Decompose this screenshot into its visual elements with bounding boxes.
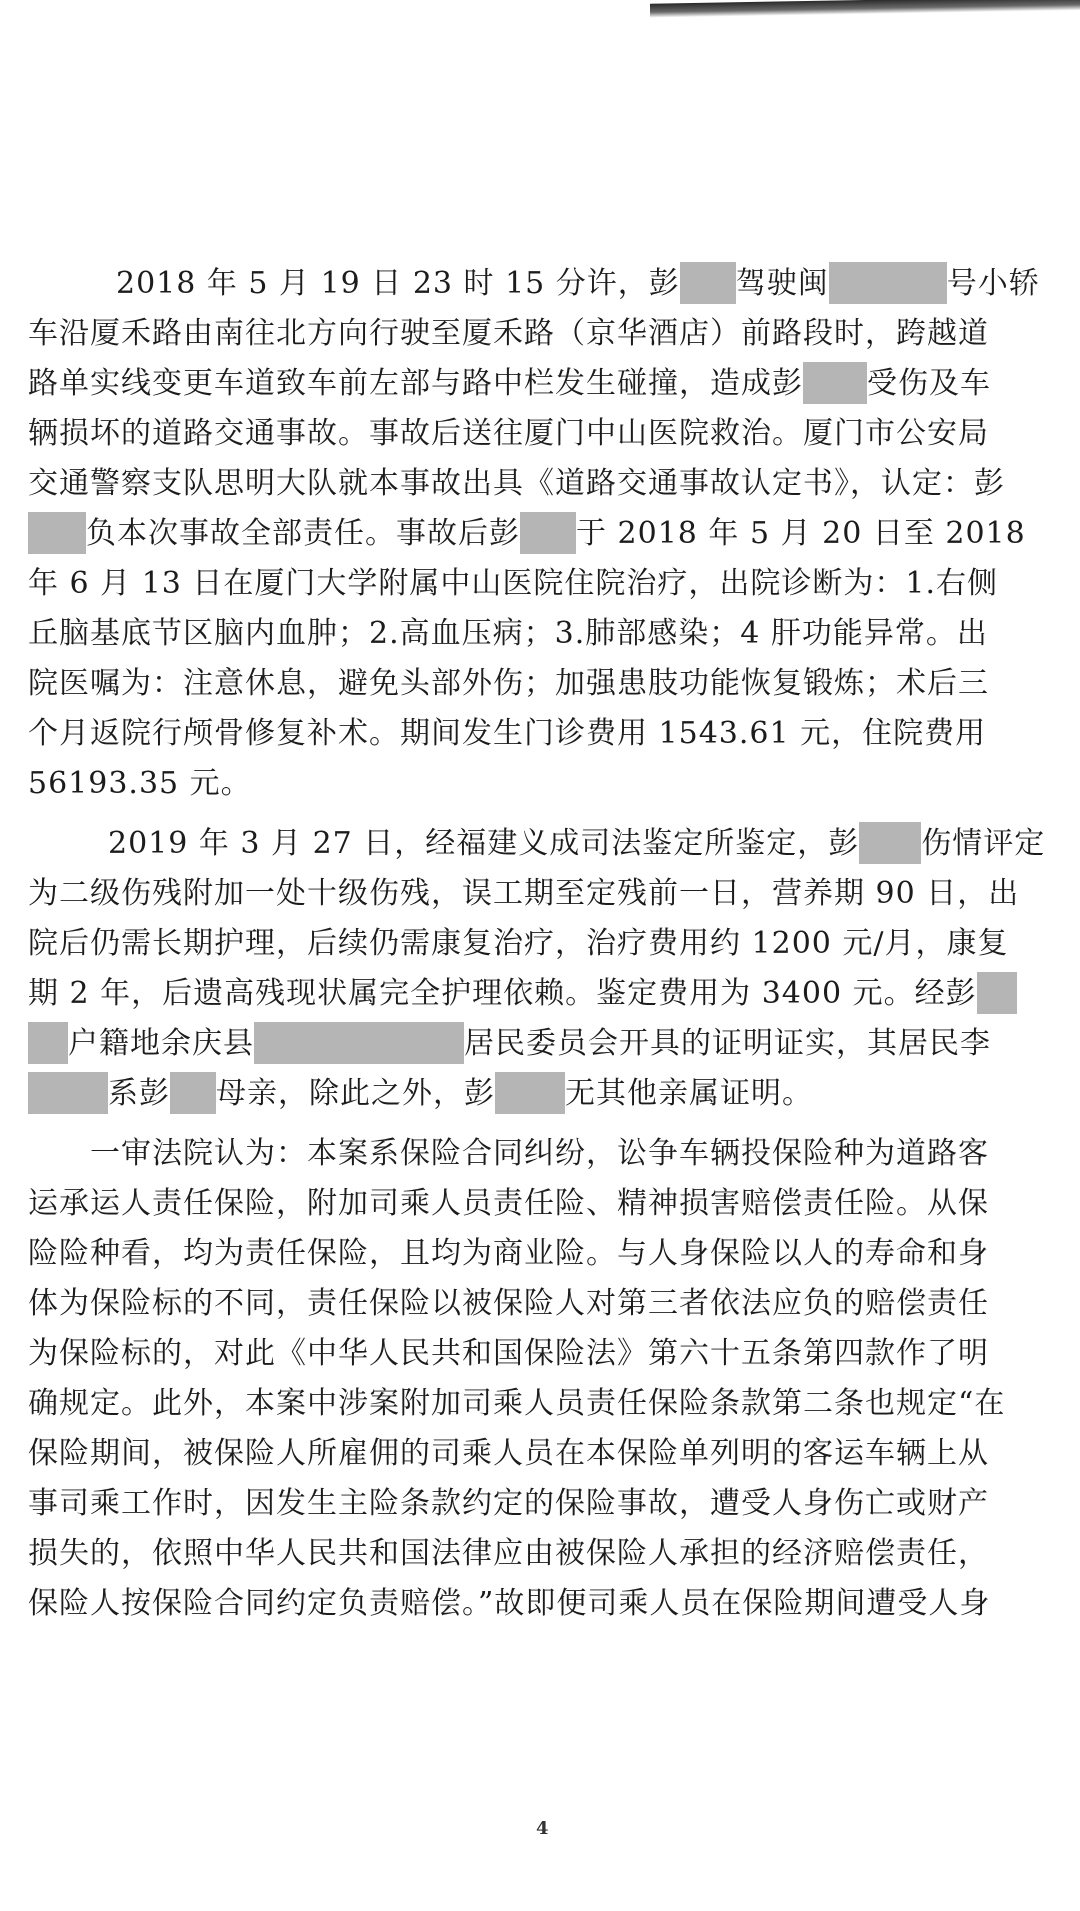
text-line: 个月返院行颅骨修复补术。期间发生门诊费用 1543.61 元，住院费用 [28,716,987,751]
text-line: 负本次事故全部责任。事故后彭 于 2018 年 5 月 20 日至 2018 [28,508,1026,560]
redaction-box [170,1072,216,1114]
text-line: 一审法院认为：本案系保险合同纠纷，讼争车辆投保险种为道路客 [90,1136,989,1171]
text-line: 险险种看，均为责任保险，且均为商业险。与人身保险以人的寿命和身 [28,1236,989,1271]
scan-edge-shadow [650,0,1080,18]
text-line: 系彭 母亲，除此之外，彭 无其他亲属证明。 [28,1068,813,1120]
redaction-box [803,362,867,404]
text-line: 为二级伤残附加一处十级伤残，误工期至定残前一日，营养期 90 日，出 [28,876,1020,911]
redaction-box [977,972,1017,1014]
redaction-box [254,1022,464,1064]
page-number: 4 [536,1818,549,1839]
redaction-box [28,1022,68,1064]
text-line: 期 2 年，后遗高残现状属完全护理依赖。鉴定费用为 3400 元。经彭 [28,968,1017,1020]
text-line: 户籍地余庆县 居民委员会开具的证明证实，其居民李 [28,1018,991,1070]
text-line: 路单实线变更车道致车前左部与路中栏发生碰撞，造成彭 受伤及车 [28,358,991,410]
text-line: 丘脑基底节区脑内血肿；2.高血压病；3.肺部感染；4 肝功能异常。出 [28,616,988,651]
text-line: 年 6 月 13 日在厦门大学附属中山医院住院治疗，出院诊断为：1.右侧 [28,566,999,601]
text-line: 为保险标的，对此《中华人民共和国保险法》第六十五条第四款作了明 [28,1336,989,1371]
redaction-box [829,262,947,304]
text-line: 院后仍需长期护理，后续仍需康复治疗，治疗费用约 1200 元/月，康复 [28,926,1009,961]
text-line: 车沿厦禾路由南往北方向行驶至厦禾路（京华酒店）前路段时，跨越道 [28,316,989,351]
text-line: 保险人按保险合同约定负责赔偿。”故即便司乘人员在保险期间遭受人身 [28,1586,991,1621]
text-line: 损失的，依照中华人民共和国法律应由被保险人承担的经济赔偿责任， [28,1536,989,1571]
text-line: 事司乘工作时，因发生主险条款约定的保险事故，遭受人身伤亡或财产 [28,1486,989,1521]
redaction-box [495,1072,565,1114]
text-line: 确规定。此外，本案中涉案附加司乘人员责任保险条款第二条也规定“在 [28,1386,1006,1421]
redaction-box [859,822,921,864]
text-line: 院医嘱为：注意休息，避免头部外伤；加强患肢功能恢复锻炼；术后三 [28,666,989,701]
redaction-box [28,512,86,554]
text-line: 体为保险标的不同，责任保险以被保险人对第三者依法应负的赔偿责任 [28,1286,989,1321]
text-line: 2018 年 5 月 19 日 23 时 15 分许，彭 驾驶闽 号小轿 [116,258,1040,310]
text-line: 运承运人责任保险，附加司乘人员责任险、精神损害赔偿责任险。从保 [28,1186,989,1221]
text-line: 2019 年 3 月 27 日，经福建义成司法鉴定所鉴定，彭 伤情评定 [108,818,1045,870]
text-line: 56193.35 元。 [28,766,252,801]
redaction-box [520,512,576,554]
text-line: 辆损坏的道路交通事故。事故后送往厦门中山医院救治。厦门市公安局 [28,416,989,451]
redaction-box [680,262,736,304]
text-line: 交通警察支队思明大队就本事故出具《道路交通事故认定书》，认定：彭 [28,466,1005,501]
text-line: 保险期间，被保险人所雇佣的司乘人员在本保险单列明的客运车辆上从 [28,1436,989,1471]
redaction-box [28,1072,108,1114]
